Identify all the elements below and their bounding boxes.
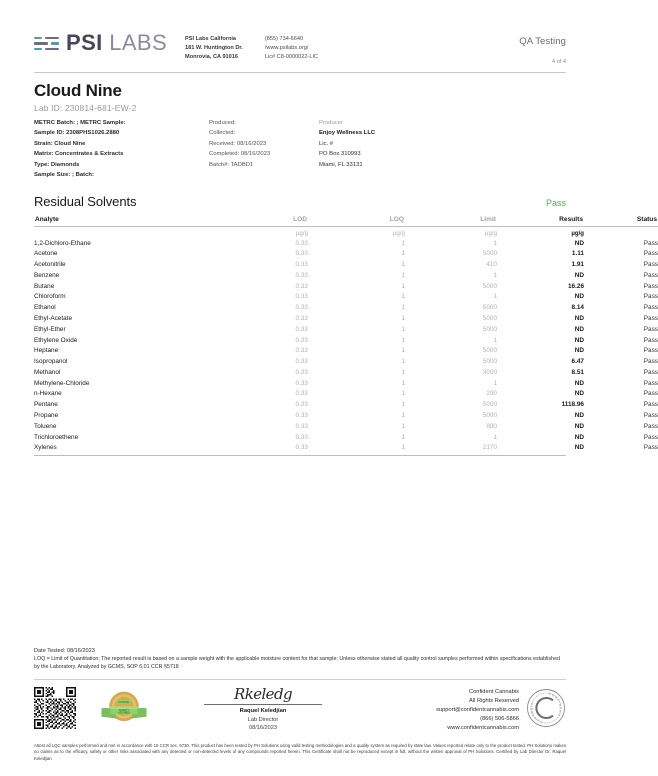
cell-analyte: Ethanol xyxy=(34,304,56,312)
signature-line xyxy=(204,704,322,705)
svg-text:CONFIDENT xyxy=(548,691,562,717)
cell-limit: 5000 xyxy=(482,282,497,290)
column-header-status: Status xyxy=(584,215,658,227)
confident-cannabis-block xyxy=(436,687,566,734)
cell-loq: 1 xyxy=(401,444,405,452)
table-row xyxy=(34,367,658,378)
svg-text:QUALITY: QUALITY xyxy=(118,708,130,712)
table-row xyxy=(34,432,658,443)
cell-lod: 0.33 xyxy=(295,401,308,409)
table-body xyxy=(34,226,658,455)
cell-limit: 1 xyxy=(493,271,497,279)
cell-analyte: Ethyl-Acetate xyxy=(34,315,73,323)
svg-text:NATIONAL: NATIONAL xyxy=(118,701,130,704)
cell-lod: 0.33 xyxy=(295,412,308,420)
cell-results: ND xyxy=(574,271,584,279)
producer-label: Producer xyxy=(319,119,343,126)
logo-text-labs: LABS xyxy=(109,30,168,55)
sample-info-line: Sample Size: ; Batch: xyxy=(34,172,94,179)
table-row xyxy=(34,270,658,281)
cell-status: Pass xyxy=(643,379,658,387)
cell-lod: 0.33 xyxy=(295,422,308,430)
produced-line: Produced: xyxy=(209,119,236,126)
cell-status: Pass xyxy=(643,304,658,312)
cell-limit: 5000 xyxy=(482,358,497,366)
collected-line: Collected: xyxy=(209,130,236,137)
sample-info-line: Strain: Cloud Nine xyxy=(34,140,86,147)
producer-name: Enjoy Wellness LLC xyxy=(319,130,376,137)
sample-info-left-column xyxy=(34,118,209,181)
cell-status: Pass xyxy=(643,271,658,279)
cell-loq: 1 xyxy=(401,412,405,420)
cell-lod: 0.33 xyxy=(295,358,308,366)
cell-results: 8.14 xyxy=(571,304,584,312)
cell-results: ND xyxy=(574,433,584,441)
lab-address-column xyxy=(185,35,243,62)
cell-lod: 0.33 xyxy=(295,304,308,312)
logo-dashes-icon xyxy=(34,36,59,51)
cell-lod: 0.33 xyxy=(295,390,308,398)
cell-loq: 1 xyxy=(401,390,405,398)
table-header xyxy=(34,215,658,227)
cell-results: ND xyxy=(574,293,584,301)
cell-loq: 1 xyxy=(401,239,405,247)
cc-email[interactable]: support@confidentcannabis.com xyxy=(436,706,519,713)
table-row xyxy=(34,400,658,411)
cell-analyte: Chloroform xyxy=(34,293,66,301)
cell-loq: 1 xyxy=(401,304,405,312)
header-right xyxy=(519,32,566,65)
cell-limit: 290 xyxy=(486,390,497,398)
section-header xyxy=(34,194,566,209)
signature-date: 08/16/2023 xyxy=(249,724,277,731)
cell-analyte: Ethylene Oxide xyxy=(34,336,78,344)
cell-status: Pass xyxy=(643,368,658,376)
cell-results: ND xyxy=(574,444,584,452)
units-limit: µg/g xyxy=(485,229,497,237)
cell-results: 1118.96 xyxy=(561,401,584,409)
cc-logo-top-text: CONFIDENT xyxy=(548,691,563,717)
cell-status: Pass xyxy=(643,282,658,290)
cell-limit: 5000 xyxy=(482,412,497,420)
cell-limit: 410 xyxy=(486,261,497,269)
cell-lod: 0.33 xyxy=(295,282,308,290)
sample-info-line: METRC Batch: ; METRC Sample: xyxy=(34,119,126,126)
cell-loq: 1 xyxy=(401,358,405,366)
table-row xyxy=(34,303,658,314)
cell-analyte: Acetone xyxy=(34,250,58,258)
lab-website[interactable]: /www.psilabs.org/ xyxy=(264,45,309,52)
cc-rights: All Rights Reserved xyxy=(469,697,519,704)
cell-analyte: Isopropanol xyxy=(34,358,68,366)
cell-results: 1.11 xyxy=(571,250,584,258)
cell-analyte: Benzene xyxy=(34,271,60,279)
cell-analyte: Xylenes xyxy=(34,444,57,452)
cell-loq: 1 xyxy=(401,401,405,409)
signatory-role: Lab Director xyxy=(247,716,279,723)
cell-analyte: Butane xyxy=(34,282,55,290)
signatory-name: Raquel Keledjian xyxy=(239,708,287,715)
cell-analyte: Toluene xyxy=(34,422,57,430)
cell-loq: 1 xyxy=(401,282,405,290)
cc-logo-bottom-text: CANNABIS xyxy=(529,700,543,724)
completed-line: Completed: 08/16/2023 xyxy=(209,151,271,158)
cell-loq: 1 xyxy=(401,261,405,269)
cell-limit: 2170 xyxy=(482,444,497,452)
table-bottom-divider xyxy=(34,455,566,456)
cell-lod: 0.33 xyxy=(295,368,308,376)
cell-lod: 0.33 xyxy=(295,347,308,355)
cell-analyte: Methylene-Chloride xyxy=(34,379,90,387)
lab-address-line: 181 W. Huntington Dr. xyxy=(185,45,243,52)
units-lod: µg/g xyxy=(296,229,308,237)
cell-analyte: Trichloroethene xyxy=(34,433,79,441)
cell-lod: 0.33 xyxy=(295,250,308,258)
footer-divider xyxy=(34,679,566,680)
cell-results: 16.26 xyxy=(568,282,584,290)
column-header-loq: LOQ xyxy=(308,215,405,227)
cell-loq: 1 xyxy=(401,433,405,441)
page-indicator: 4 of 4 xyxy=(552,59,566,65)
cell-status: Pass xyxy=(643,422,658,430)
lab-id: Lab ID: 230814-681-EW-2 xyxy=(34,102,137,113)
sample-info-grid xyxy=(34,118,566,181)
report-header xyxy=(34,0,566,65)
table-row xyxy=(34,346,658,357)
units-results: µg/g xyxy=(571,229,584,237)
column-header-lod: LOD xyxy=(221,215,308,227)
signature-block xyxy=(204,684,322,732)
cell-status: Pass xyxy=(643,261,658,269)
cell-results: 8.51 xyxy=(571,368,584,376)
cell-status: Pass xyxy=(643,293,658,301)
cell-status: Pass xyxy=(643,358,658,366)
cell-loq: 1 xyxy=(401,422,405,430)
cc-website[interactable]: www.confidentcannabis.com xyxy=(447,725,519,732)
cell-status: Pass xyxy=(643,401,658,409)
loq-note: LOQ = Limit of Quantitation; The reported result is based on a sample weight with the applicable moisture content for that sample; Unless otherwise stated all quality control samples performed within specifications established by the Laboratory. Analyzed by GCMS, SOP 6.01 CCR §5718 xyxy=(34,656,560,670)
confident-cannabis-text xyxy=(436,688,519,734)
cell-limit: 1 xyxy=(493,239,497,247)
cell-status: Pass xyxy=(643,336,658,344)
cell-lod: 0.33 xyxy=(295,444,308,452)
cell-loq: 1 xyxy=(401,336,405,344)
lab-phone: (855) 734-6640 xyxy=(264,36,304,42)
cell-analyte: Heptane xyxy=(34,347,59,355)
cell-status: Pass xyxy=(643,325,658,333)
sample-name: Cloud Nine xyxy=(34,81,122,100)
section-title: Residual Solvents xyxy=(34,193,137,209)
cell-results: ND xyxy=(574,422,584,430)
confident-cannabis-logo-icon xyxy=(526,688,566,728)
producer-address-line: PO Box 310993 xyxy=(319,151,361,158)
cell-lod: 0.33 xyxy=(295,433,308,441)
lab-contact-column xyxy=(265,35,318,62)
cell-status: Pass xyxy=(643,433,658,441)
cell-loq: 1 xyxy=(401,315,405,323)
cell-loq: 1 xyxy=(401,325,405,333)
cell-status: Pass xyxy=(643,239,658,247)
producer-address-line: Miami, FL 33131 xyxy=(319,161,363,168)
cell-status: Pass xyxy=(643,412,658,420)
table-row xyxy=(34,260,658,271)
units-loq: µg/g xyxy=(393,229,405,237)
column-header-limit: Limit xyxy=(405,215,497,227)
batch-line: Batch#: TADBD1 xyxy=(209,161,254,168)
cell-limit: 5000 xyxy=(482,347,497,355)
sample-info-line: Matrix: Concentrates & Extracts xyxy=(34,151,124,158)
cell-analyte: Propane xyxy=(34,412,59,420)
residual-solvents-table xyxy=(34,215,658,455)
cell-status: Pass xyxy=(643,347,658,355)
cell-status: Pass xyxy=(643,250,658,258)
cell-loq: 1 xyxy=(401,347,405,355)
cell-analyte: 1,2-Dichloro-Ethane xyxy=(34,239,91,247)
cell-limit: 5000 xyxy=(482,304,497,312)
cell-lod: 0.33 xyxy=(295,261,308,269)
cell-results: ND xyxy=(574,336,584,344)
lab-contact-info xyxy=(185,32,340,62)
logo-wordmark xyxy=(66,32,167,54)
qr-code-icon[interactable] xyxy=(34,687,76,729)
svg-text:ASSURED: ASSURED xyxy=(118,711,130,715)
quality-seal-icon xyxy=(98,687,150,731)
cell-results: ND xyxy=(574,239,584,247)
cell-results: ND xyxy=(574,347,584,355)
cell-limit: 3000 xyxy=(482,368,497,376)
sample-info-line: Type: Diamonds xyxy=(34,161,80,168)
table-row xyxy=(34,281,658,292)
units-status xyxy=(584,226,658,238)
cell-analyte: Methanol xyxy=(34,368,61,376)
cell-limit: 5000 xyxy=(482,325,497,333)
cell-results: ND xyxy=(574,412,584,420)
cell-loq: 1 xyxy=(401,293,405,301)
cc-name: Confident Cannabis xyxy=(469,688,519,695)
cell-lod: 0.33 xyxy=(295,315,308,323)
table-row xyxy=(34,389,658,400)
date-tested: Date Tested: 08/16/2023 xyxy=(34,647,95,654)
cell-analyte: n-Hexane xyxy=(34,390,62,398)
lab-address-line: PSI Labs California xyxy=(185,36,237,42)
cell-limit: 5000 xyxy=(482,250,497,258)
column-header-analyte: Analyte xyxy=(34,215,221,227)
units-analyte xyxy=(34,226,221,238)
cell-lod: 0.33 xyxy=(295,239,308,247)
table-row xyxy=(34,421,658,432)
lab-address-line: Monrovia, CA 91016 xyxy=(185,54,238,61)
signature-mark: Rkeledg xyxy=(234,684,292,703)
cell-lod: 0.33 xyxy=(295,336,308,344)
cell-analyte: Ethyl-Ether xyxy=(34,325,66,333)
cell-limit: 5000 xyxy=(482,315,497,323)
table-row xyxy=(34,313,658,324)
table-row xyxy=(34,443,658,455)
cell-loq: 1 xyxy=(401,250,405,258)
producer-license: Lic. # xyxy=(319,140,334,147)
psi-labs-logo xyxy=(34,32,167,54)
cell-results: ND xyxy=(574,379,584,387)
units-row xyxy=(34,226,658,238)
table-row xyxy=(34,324,658,335)
section-status-badge: Pass xyxy=(545,197,566,208)
report-footer xyxy=(34,647,566,762)
header-divider xyxy=(34,72,566,73)
cell-loq: 1 xyxy=(401,379,405,387)
report-type-label: QA Testing xyxy=(519,36,566,47)
cell-lod: 0.33 xyxy=(295,379,308,387)
table-row xyxy=(34,335,658,346)
table-row xyxy=(34,411,658,422)
cell-analyte: Pentane xyxy=(34,401,58,409)
sample-info-mid-column xyxy=(209,118,319,181)
cell-lod: 0.33 xyxy=(295,293,308,301)
sample-info-line: Sample ID: 2308PHS1026.2880 xyxy=(34,130,120,137)
table-row xyxy=(34,238,658,249)
attestation-text: Attest all LQC samples performed and met in accordance with 16 CCR sec. 5730. This product has been tested by PH Solutions using valid testing methodologies and a quality system as required by state law. Values reported relate only to the product tested. PH Solutions makes no claims as to the efficacy, safety or other risks associated with any detected or non-detected levels of any compounds reported herein. This Certificate shall not be reproduced except in full, without the written approval of PH Solutions. Certified by Lab Director Dr. Raquel Keledjian xyxy=(34,742,566,761)
table-row xyxy=(34,357,658,368)
producer-column xyxy=(319,118,519,181)
cell-status: Pass xyxy=(643,315,658,323)
logo-text-psi: PSI xyxy=(66,30,103,55)
cell-limit: 5000 xyxy=(482,401,497,409)
cell-loq: 1 xyxy=(401,271,405,279)
table-row xyxy=(34,292,658,303)
cell-results: 6.47 xyxy=(571,358,584,366)
cell-analyte: Acetonitrile xyxy=(34,261,66,269)
cell-results: 1.91 xyxy=(571,261,584,269)
cell-results: ND xyxy=(574,390,584,398)
cell-status: Pass xyxy=(643,390,658,398)
cell-lod: 0.33 xyxy=(295,325,308,333)
cell-results: ND xyxy=(574,325,584,333)
table-row xyxy=(34,378,658,389)
cc-phone: (866) 506-5866 xyxy=(480,716,519,723)
cell-limit: 1 xyxy=(493,336,497,344)
footer-main xyxy=(34,684,566,734)
lab-license: Lic# C8-0000022-LIC xyxy=(264,54,319,61)
cell-limit: 1 xyxy=(493,293,497,301)
cell-limit: 890 xyxy=(486,422,497,430)
cell-limit: 1 xyxy=(493,433,497,441)
cell-limit: 1 xyxy=(493,379,497,387)
table-row xyxy=(34,249,658,260)
received-line: Received: 08/16/2023 xyxy=(209,140,267,147)
cell-loq: 1 xyxy=(401,368,405,376)
column-header-results: Results xyxy=(497,215,584,227)
cell-lod: 0.33 xyxy=(295,271,308,279)
cell-status: Pass xyxy=(643,444,658,452)
cell-results: ND xyxy=(574,315,584,323)
